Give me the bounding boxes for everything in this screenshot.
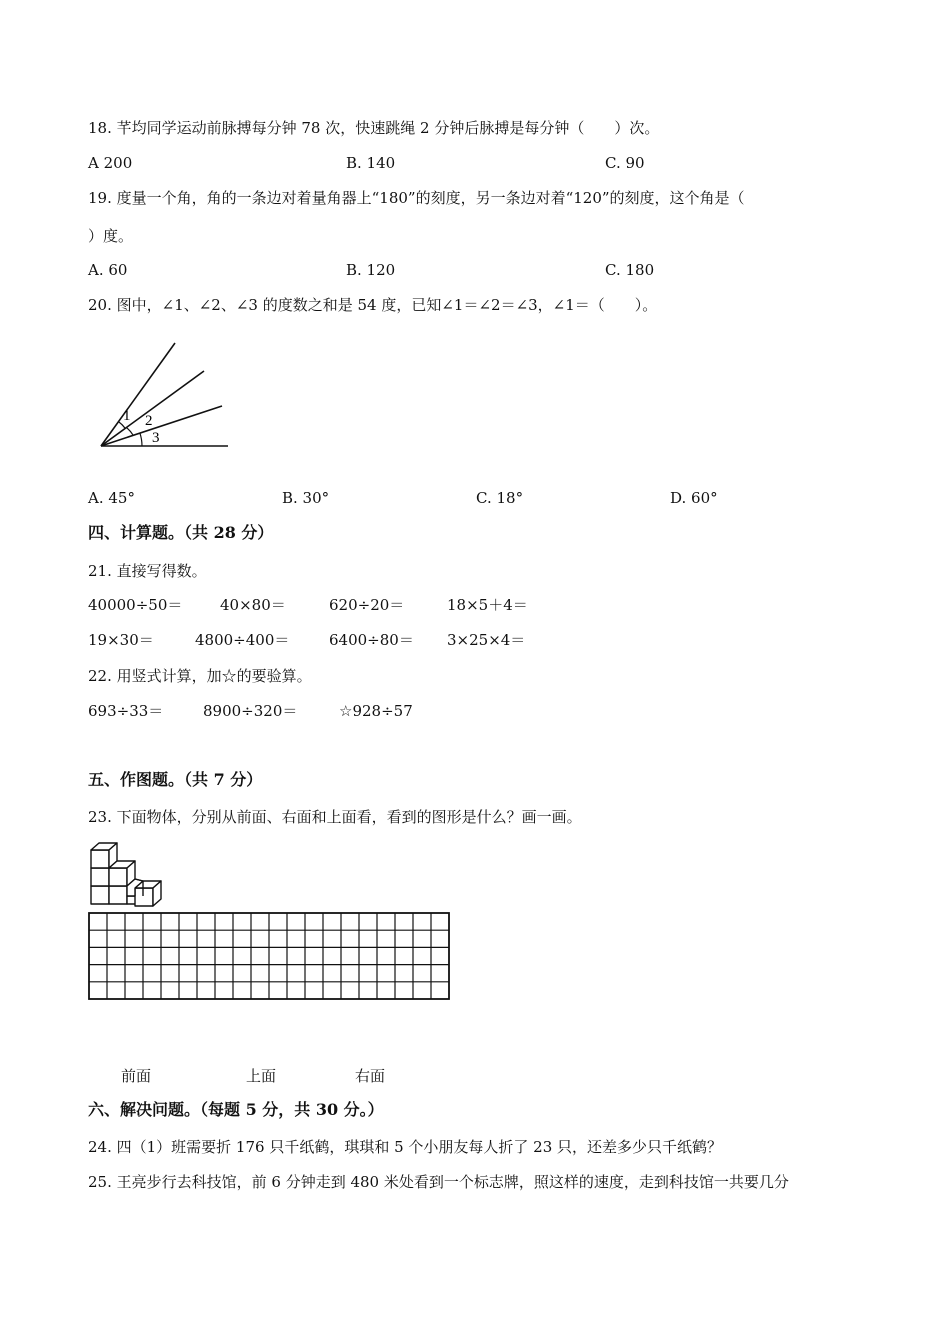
angle-label-1: 1: [123, 408, 131, 424]
drawing-grid: [88, 912, 451, 1000]
view-label-front: 前面: [121, 1067, 152, 1085]
q21-text: 21. 直接写得数。: [88, 562, 207, 580]
angle-ray-1: [101, 343, 175, 446]
angle-label-2: 2: [145, 413, 153, 429]
section5-title: 五、作图题。（共 7 分）: [88, 770, 263, 789]
q23-text: 23. 下面物体，分别从前面、右面和上面看，看到的图形是什么？画一画。: [88, 808, 582, 826]
q19-option-c: C. 180: [605, 261, 655, 279]
q19-text-line2: ）度。: [88, 227, 134, 245]
angle-arc-3: [140, 433, 142, 446]
q21-item: 40×80＝: [220, 596, 286, 614]
q21-item: 40000÷50＝: [88, 596, 183, 614]
q21-item: 3×25×4＝: [447, 631, 526, 649]
q22-item: 693÷33＝: [88, 702, 164, 720]
angle-figure: [95, 338, 235, 453]
q19-text-line1: 19. 度量一个角，角的一条边对着量角器上“180”的刻度，另一条边对着“120”的刻度，这个角是（: [88, 189, 745, 207]
q18-text: 18. 芊均同学运动前脉搏每分钟 78 次，快速跳绳 2 分钟后脉搏是每分钟（ ）次。: [88, 119, 660, 137]
q18-option-b: B. 140: [346, 154, 396, 172]
q19-option-a: A. 60: [88, 261, 128, 279]
q22-item: ☆928÷57: [339, 702, 413, 720]
view-label-top: 上面: [246, 1067, 277, 1085]
q21-item: 18×5＋4＝: [447, 596, 528, 614]
q20-text: 20. 图中，∠1、∠2、∠3 的度数之和是 54 度，已知∠1＝∠2＝∠3，∠1＝（ ）。: [88, 296, 658, 314]
angle-arc-2: [127, 428, 134, 436]
q21-item: 4800÷400＝: [195, 631, 290, 649]
section4-title: 四、计算题。（共 28 分）: [88, 523, 274, 542]
q21-item: 620÷20＝: [329, 596, 405, 614]
angle-label-3: 3: [152, 430, 160, 446]
q21-item: 19×30＝: [88, 631, 154, 649]
q25-text: 25. 王亮步行去科技馆，前 6 分钟走到 480 米处看到一个标志牌，照这样的速度，走到科技馆一共要几分: [88, 1173, 789, 1191]
section6-title: 六、解决问题。（每题 5 分，共 30 分。）: [88, 1100, 384, 1119]
q21-item: 6400÷80＝: [329, 631, 414, 649]
q20-option-d: D. 60°: [670, 489, 718, 507]
q20-option-b: B. 30°: [282, 489, 330, 507]
q22-item: 8900÷320＝: [203, 702, 298, 720]
cube-stack-figure: [88, 840, 178, 910]
q19-option-b: B. 120: [346, 261, 396, 279]
q24-text: 24. 四（1）班需要折 176 只千纸鹤，琪琪和 5 个小朋友每人折了 23 只，还差多少只千纸鹤？: [88, 1138, 723, 1156]
q18-option-c: C. 90: [605, 154, 645, 172]
q20-option-c: C. 18°: [476, 489, 524, 507]
q18-option-a: A 200: [88, 154, 133, 172]
view-label-right: 右面: [355, 1067, 386, 1085]
q22-text: 22. 用竖式计算，加☆的要验算。: [88, 667, 312, 685]
angle-ray-3: [101, 406, 222, 446]
q20-option-a: A. 45°: [88, 489, 135, 507]
